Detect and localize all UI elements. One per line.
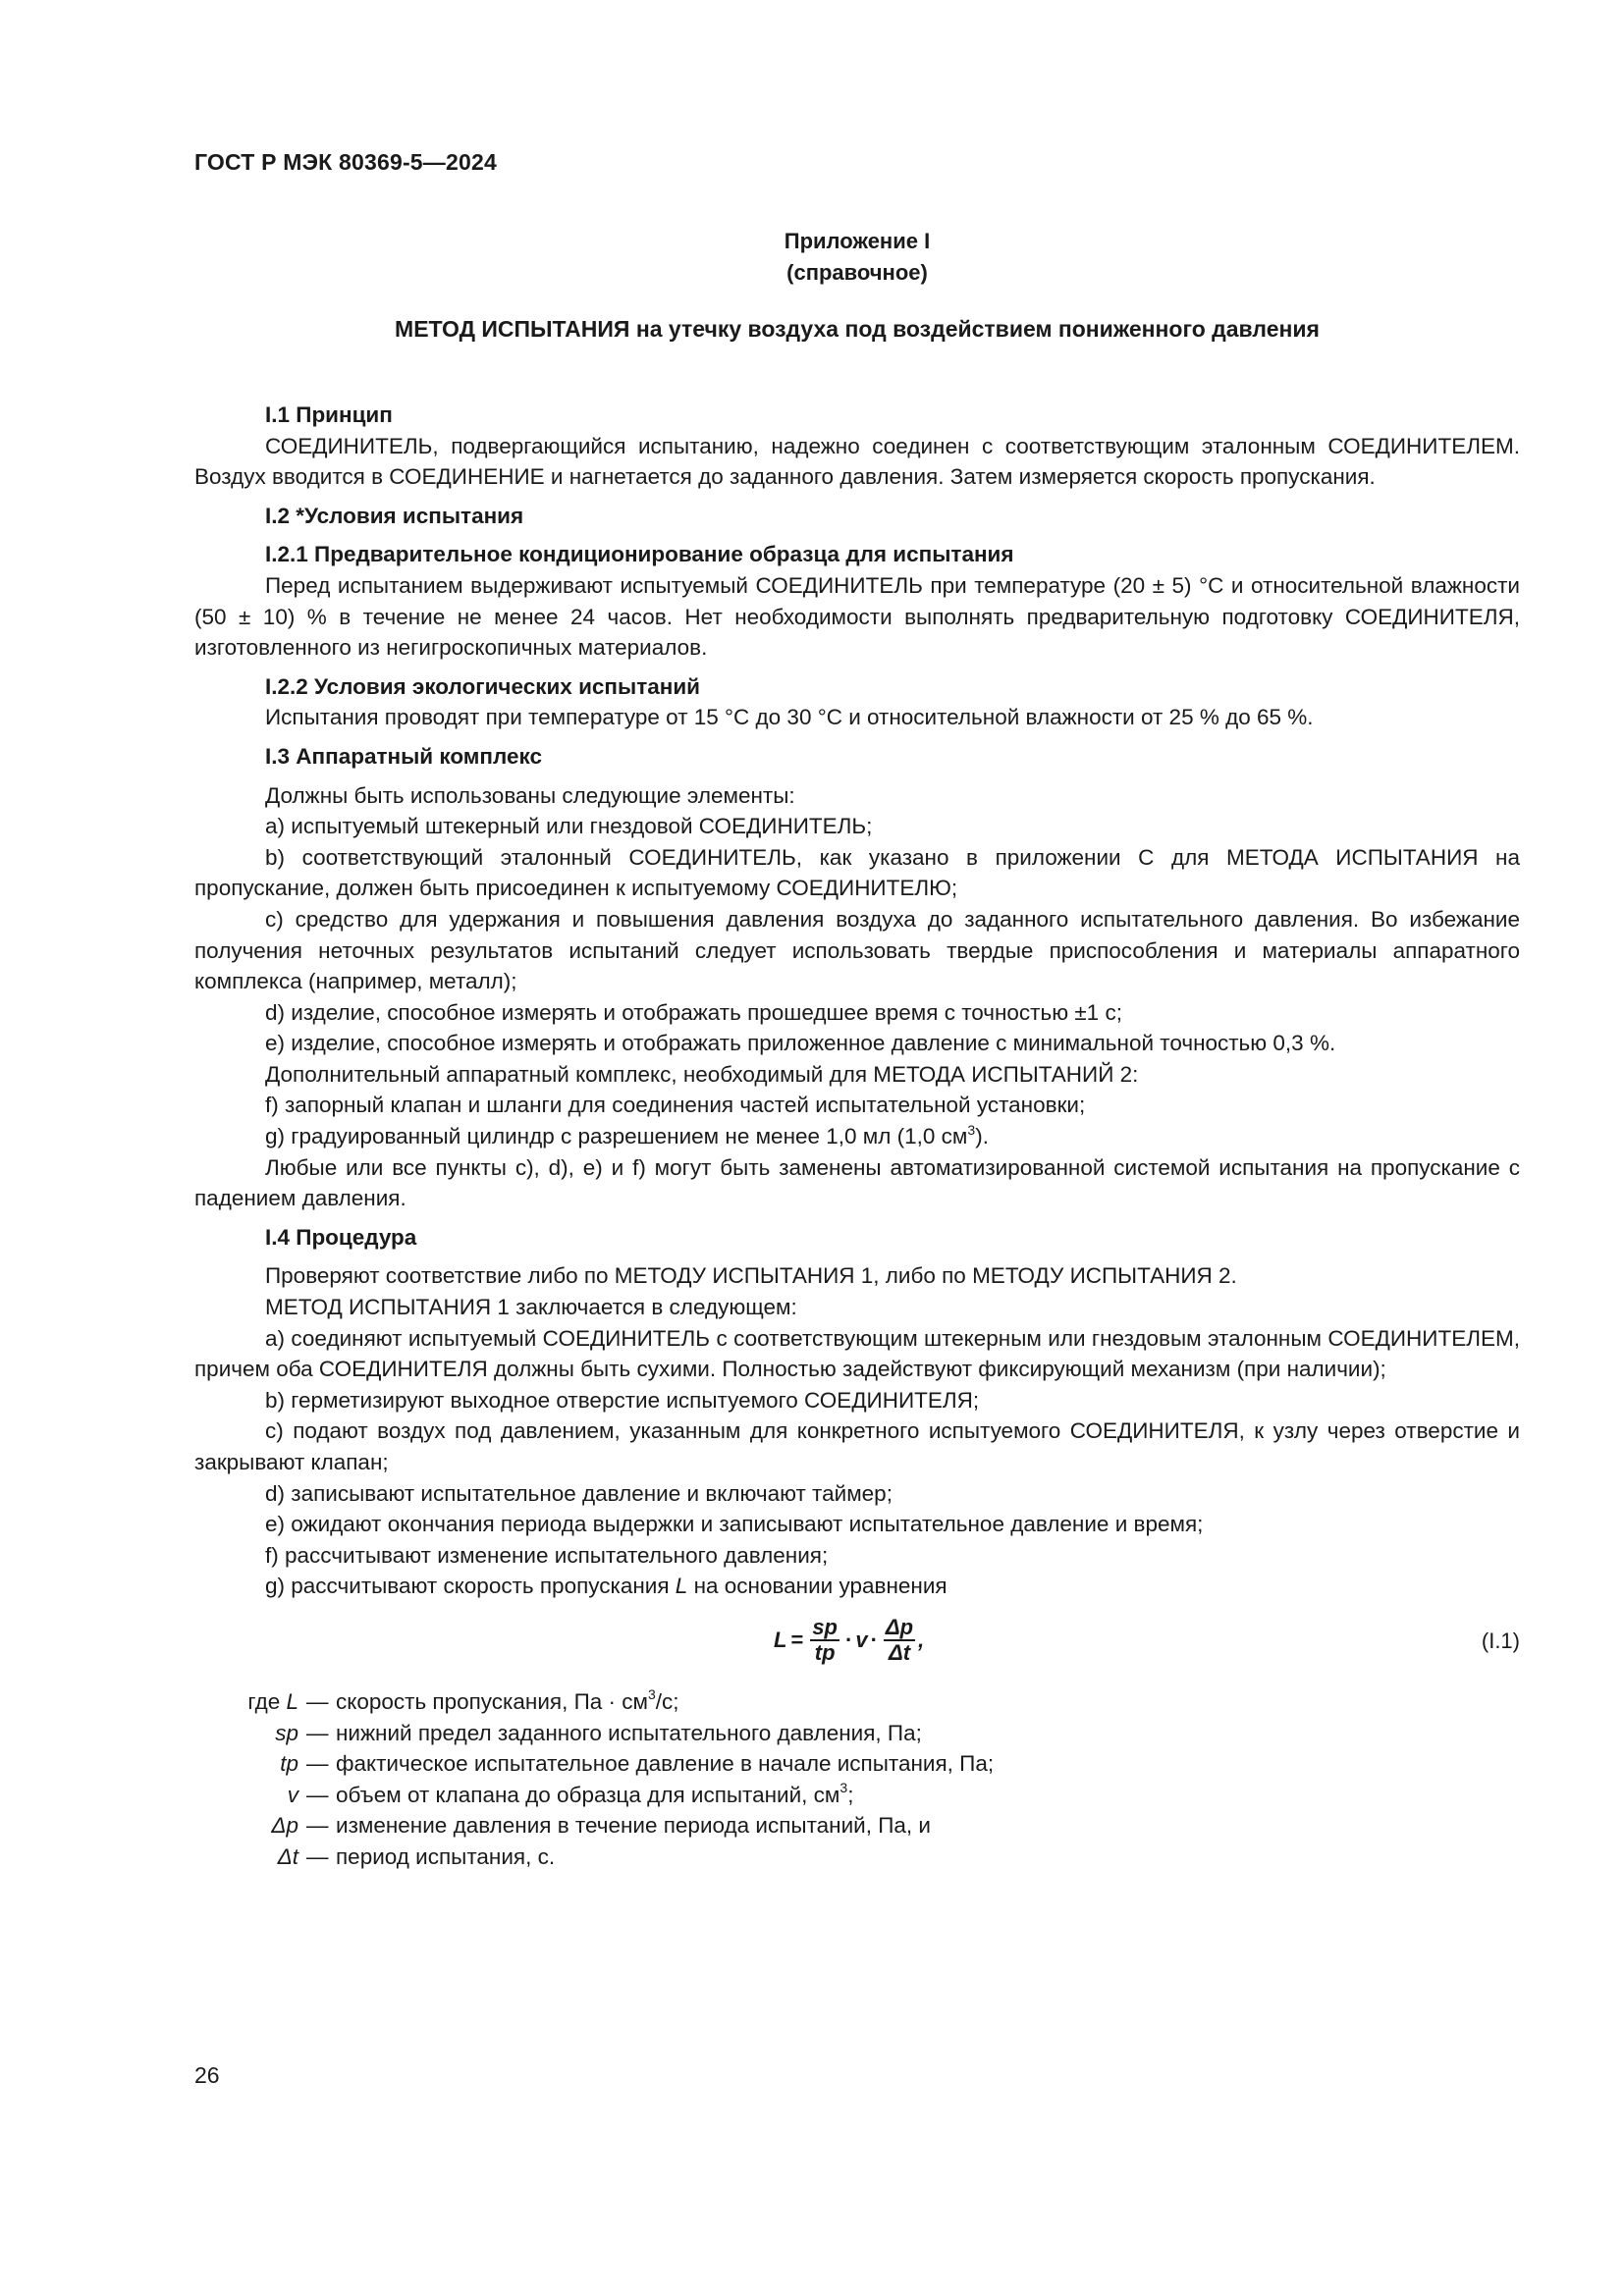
- equation-end: ,: [918, 1628, 925, 1653]
- legend-row: [194, 1718, 1520, 1749]
- list-item: [194, 1571, 1520, 1602]
- list-item: b) соответствующий эталонный СОЕДИНИТЕЛЬ, как указано в приложении С для МЕТОДА ИСПЫТАНИЯ на пропускание, должен быть присоединен к испытуемому СОЕДИНИТЕЛЮ;: [194, 844, 1520, 901]
- list-item: e) ожидают окончания периода выдержки и записывают испытательное давление и время;: [265, 1512, 1204, 1537]
- legend-symbol: [194, 1842, 306, 1873]
- legend-dash: —: [306, 1751, 329, 1777]
- section-heading: I.2.1 Предварительное кондиционирование образца для испытания: [265, 542, 1014, 567]
- list-item-text: g) рассчитывают скорость пропускания: [265, 1574, 676, 1599]
- fraction-denominator: tp: [814, 1639, 836, 1665]
- list-item: e) изделие, способное измерять и отображать приложенное давление с минимальной точностью 0,3 %.: [265, 1031, 1336, 1056]
- symbol: sp: [275, 1720, 298, 1745]
- variable: L: [675, 1574, 688, 1599]
- legend-dash: —: [306, 1688, 329, 1714]
- multiply-dot: ·: [845, 1628, 853, 1653]
- superscript: 3: [648, 1686, 656, 1703]
- equation-number: (I.1): [1481, 1628, 1520, 1653]
- legend-desc: фактическое испытательное давление в начале испытания, Па;: [336, 1751, 995, 1777]
- paragraph: Испытания проводят при температуре от 15 °С до 30 °С и относительной влажности от 25 % до 65 %.: [265, 705, 1314, 730]
- symbol: tp: [280, 1751, 298, 1777]
- legend-row: [194, 1780, 1520, 1811]
- legend-symbol: [194, 1748, 306, 1780]
- fraction-numerator: sp: [812, 1614, 838, 1639]
- superscript: 3: [967, 1121, 976, 1138]
- symbol: Δp: [271, 1813, 298, 1839]
- symbol: L: [286, 1688, 298, 1714]
- paragraph: Перед испытанием выдерживают испытуемый СОЕДИНИТЕЛЬ при температуре (20 ± 5) °С и относительной влажности (50 ± 10) % в течение не менее 24 часов. Нет необходимости выполнять предварительную подготовку СОЕДИНИТЕЛЯ, изготовленного из негигроскопичных материалов.: [194, 572, 1520, 661]
- legend-row: [194, 1686, 1520, 1718]
- list-item: c) подают воздух под давлением, указанным для конкретного испытуемого СОЕДИНИТЕЛЯ, к узлу через отверстие и закрывают клапан;: [194, 1418, 1520, 1474]
- equation-volume: v: [855, 1628, 868, 1653]
- annex-heading: [194, 226, 1520, 289]
- list-item-text: ).: [975, 1124, 989, 1149]
- symbol: v: [287, 1782, 298, 1807]
- legend-dash: —: [306, 1813, 329, 1839]
- legend-symbol: [194, 1718, 306, 1749]
- list-item: [194, 1121, 1520, 1152]
- symbol-legend: [194, 1686, 1520, 1873]
- desc-text: объем от клапана до образца для испытаний, см: [336, 1782, 840, 1807]
- legend-dash: —: [306, 1782, 329, 1807]
- fraction-denominator: Δt: [888, 1639, 911, 1665]
- legend-desc: [336, 1780, 853, 1811]
- desc-tail: ;: [847, 1782, 854, 1807]
- legend-dash: —: [306, 1720, 329, 1745]
- desc-tail: /с;: [655, 1688, 679, 1714]
- list-item: d) изделие, способное измерять и отображать прошедшее время с точностью ±1 с;: [265, 999, 1122, 1025]
- legend-desc: [336, 1686, 679, 1718]
- fraction-sp-tp: [810, 1616, 839, 1665]
- list-item: c) средство для удержания и повышения давления воздуха до заданного испытательного давления. Во избежание получения неточных результатов испытаний следует использовать твердые приспособления и материалы аппаратного комплекса (например, металл);: [194, 906, 1520, 994]
- multiply-dot: ·: [870, 1628, 878, 1653]
- paragraph: СОЕДИНИТЕЛЬ, подвергающийся испытанию, надежно соединен с соответствующим эталонным СОЕДИНИТЕЛЕМ. Воздух вводится в СОЕДИНЕНИЕ и нагнетается до заданного давления. Затем измеряется скорость пропускания.: [194, 433, 1520, 490]
- symbol: Δt: [277, 1843, 298, 1869]
- legend-desc: нижний предел заданного испытательного давления, Па;: [336, 1720, 922, 1745]
- legend-row: [194, 1842, 1520, 1873]
- section-heading: I.3 Аппаратный комплекс: [265, 743, 543, 769]
- legend-symbol: [194, 1686, 306, 1718]
- document-body: [194, 394, 1520, 1873]
- section-heading: I.1 Принцип: [265, 402, 393, 427]
- fraction-dp-dt: [884, 1616, 915, 1665]
- document-code: ГОСТ Р МЭК 80369-5—2024: [194, 149, 497, 175]
- legend-symbol: [194, 1780, 306, 1811]
- list-item-text: на основании уравнения: [687, 1574, 947, 1599]
- equation-body: [774, 1616, 924, 1665]
- paragraph: Проверяют соответствие либо по МЕТОДУ ИСПЫТАНИЯ 1, либо по МЕТОДУ ИСПЫТАНИЯ 2.: [265, 1263, 1237, 1289]
- equals-sign: =: [790, 1628, 804, 1653]
- legend-row: [194, 1748, 1520, 1780]
- equation: [194, 1612, 1520, 1681]
- legend-row: [194, 1810, 1520, 1842]
- legend-desc: изменение давления в течение периода испытаний, Па, и: [336, 1813, 931, 1839]
- legend-desc: период испытания, с.: [336, 1843, 556, 1869]
- main-title: МЕТОД ИСПЫТАНИЯ на утечку воздуха под воздействием пониженного давления: [395, 316, 1320, 342]
- list-item: a) испытуемый штекерный или гнездовой СОЕДИНИТЕЛЬ;: [265, 814, 873, 839]
- section-heading: I.2 *Условия испытания: [265, 503, 524, 528]
- fraction-numerator: Δp: [885, 1614, 914, 1639]
- legend-symbol: [194, 1810, 306, 1842]
- annex-title: Приложение I: [784, 229, 931, 253]
- list-item: b) герметизируют выходное отверстие испытуемого СОЕДИНИТЕЛЯ;: [265, 1387, 980, 1413]
- desc-text: скорость пропускания, Па · см: [336, 1688, 648, 1714]
- legend-prefix: где: [247, 1688, 281, 1714]
- paragraph: Дополнительный аппаратный комплекс, необходимый для МЕТОДА ИСПЫТАНИЙ 2:: [265, 1061, 1139, 1087]
- list-item: a) соединяют испытуемый СОЕДИНИТЕЛЬ с соответствующим штекерным или гнездовым эталонным СОЕДИНИТЕЛЕМ, причем оба СОЕДИНИТЕЛЯ должны быть сухими. Полностью задействуют фиксирующий механизм (при наличии);: [194, 1325, 1520, 1382]
- superscript: 3: [839, 1780, 848, 1796]
- section-heading: I.2.2 Условия экологических испытаний: [265, 673, 701, 699]
- page-number: 26: [194, 2062, 220, 2088]
- section-heading: I.4 Процедура: [265, 1224, 417, 1250]
- annex-subtitle: (справочное): [786, 260, 928, 285]
- paragraph: Любые или все пункты c), d), e) и f) могут быть заменены автоматизированной системой испытания на пропускание с падением давления.: [194, 1154, 1520, 1211]
- paragraph: МЕТОД ИСПЫТАНИЯ 1 заключается в следующем:: [265, 1295, 797, 1320]
- list-item: f) запорный клапан и шланги для соединения частей испытательной установки;: [265, 1093, 1086, 1118]
- list-item-text: g) градуированный цилиндр с разрешением не менее 1,0 мл (1,0 см: [265, 1124, 968, 1149]
- list-item: f) рассчитывают изменение испытательного давления;: [265, 1542, 829, 1568]
- legend-dash: —: [306, 1843, 329, 1869]
- list-item: d) записывают испытательное давление и включают таймер;: [265, 1480, 893, 1506]
- equation-lhs: L: [774, 1628, 787, 1653]
- paragraph: Должны быть использованы следующие элементы:: [265, 782, 795, 808]
